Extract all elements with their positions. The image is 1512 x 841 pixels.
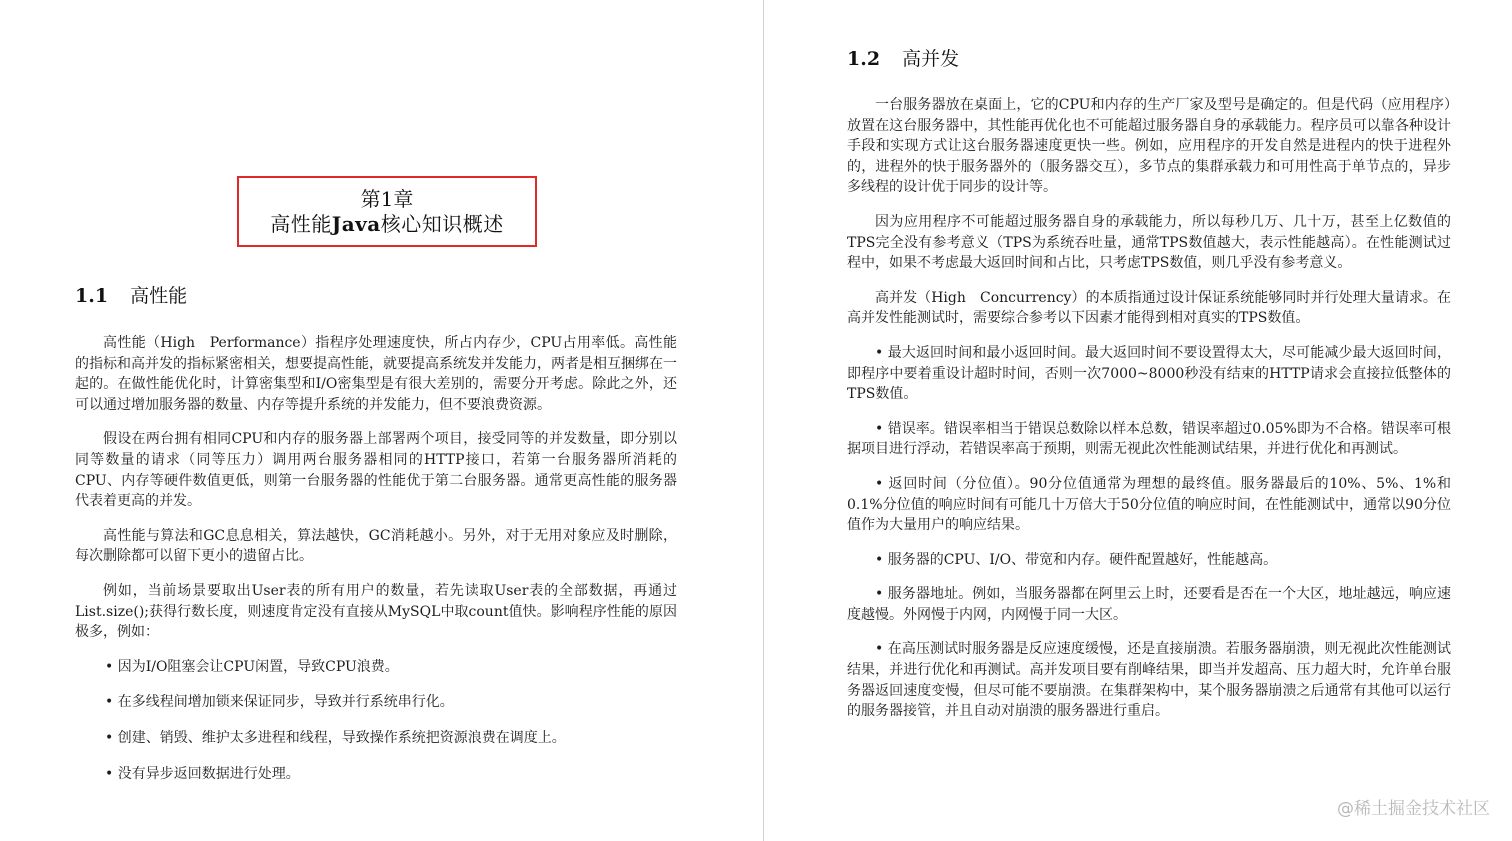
right-page <box>765 0 1512 841</box>
chapter-number: 第1章 <box>360 187 414 211</box>
bullet-item: • 没有异步返回数据进行处理。 <box>105 765 300 782</box>
paragraph: 高性能（High Performance）指程序处理速度快，所占内存少，CPU占用率低。高性能的指标和高并发的指标紧密相关，想要提高性能，就要提高系统发并发能力，两者是相互捆绑在一起的。在做性能优化时，计算密集型和I/O密集型是有很大差别的，需要分开考虑。除此之外，还可以通过增加服务器的数量、内存等提升系统的并发能力，但不要浪费资源。 <box>75 335 677 413</box>
page-gutter-divider <box>763 0 764 841</box>
chapter-title-box <box>237 176 537 247</box>
bullet-item: • 因为I/O阻塞会让CPU闲置，导致CPU浪费。 <box>105 658 399 675</box>
section-heading-1-2 <box>847 47 959 71</box>
paragraph: 因为应用程序不可能超过服务器自身的承载能力，所以每秒几万、几十万，甚至上亿数值的TPS完全没有参考意义（TPS为系统吞吐量，通常TPS数值越大，表示性能越高）。在性能测试过程中，如果不考虑最大返回时间和占比，只考虑TPS数值，则几乎没有参考意义。 <box>847 213 1451 272</box>
section-number: 1.1 <box>75 285 109 307</box>
section-heading-1-1 <box>75 284 187 308</box>
left-body-text <box>75 333 677 799</box>
bullet-item: • 返回时间（分位值）。90分位值通常为理想的最终值。服务器最后的10%、5%、1%和0.1%分位值的响应时间有可能几十万倍大于50分位值的响应时间，在性能测试中，通常以90分位值作为大量用户的响应结果。 <box>847 475 1451 534</box>
paragraph: 假设在两台拥有相同CPU和内存的服务器上部署两个项目，接受同等的并发数量，即分别以同等数量的请求（同等压力）调用两台服务器相同的HTTP接口，若第一台服务器所消耗的CPU、内存等硬件数值更低，则第一台服务器的性能优于第二台服务器。通常更高性能的服务器代表着更高的并发。 <box>75 431 677 510</box>
paragraph: 例如，当前场景要取出User表的所有用户的数量，若先读取User表的全部数据，再通过List.size();获得行数长度，则速度肯定没有直接从MySQL中取count值快。影响程序性能的原因极多，例如： <box>75 582 677 641</box>
bullet-item: • 创建、销毁、维护太多进程和线程，导致操作系统把资源浪费在调度上。 <box>105 729 566 746</box>
paragraph: 一台服务器放在桌面上，它的CPU和内存的生产厂家及型号是确定的。但是代码（应用程序）放置在这台服务器中，其性能再优化也不可能超过服务器自身的承载能力。程序员可以靠各种设计手段和实现方式让这台服务器速度更快一些。例如，应用程序的开发自然是进程内的快于进程外的，进程外的快于服务器外的（服务器交互），多节点的集群承载力和可用性高于单节点的，异步多线程的设计优于同步的设计等。 <box>847 97 1451 196</box>
chapter-title-bold: Java <box>331 212 381 236</box>
bullet-item: • 服务器地址。例如，当服务器都在阿里云上时，还要看是否在一个大区，地址越远，响应速度越慢。外网慢于内网，内网慢于同一大区。 <box>847 586 1451 623</box>
paragraph: 高并发（High Concurrency）的本质指通过设计保证系统能够同时并行处理大量请求。在高并发性能测试时，需要综合参考以下因素才能得到相对真实的TPS数值。 <box>847 289 1451 327</box>
chapter-title <box>239 211 535 237</box>
bullet-item: • 最大返回时间和最小返回时间。最大返回时间不要设置得太大，尽可能减少最大返回时间，即程序中要着重设计超时时间，否则一次7000~8000秒没有结束的HTTP请求会直接拉低整体的TPS数值。 <box>847 344 1451 403</box>
watermark: @稀土掘金技术社区 <box>1337 799 1490 819</box>
chapter-title-prefix: 高性能 <box>270 212 332 236</box>
paragraph: 高性能与算法和GC息息相关，算法越快，GC消耗越小。另外，对于无用对象应及时删除，每次删除都可以留下更小的遗留占比。 <box>75 527 677 565</box>
right-body-text <box>847 95 1451 736</box>
bullet-item: • 服务器的CPU、I/O、带宽和内存。硬件配置越好，性能越高。 <box>875 551 1278 568</box>
section-title: 高并发 <box>902 48 960 70</box>
bullet-item: • 错误率。错误率相当于错误总数除以样本总数，错误率超过0.05%即为不合格。错误率可根据项目进行浮动，若错误率高于预期，则需无视此次性能测试结果，并进行优化和再测试。 <box>847 420 1451 458</box>
chapter-title-suffix: 核心知识概述 <box>380 212 504 236</box>
section-number: 1.2 <box>847 48 881 70</box>
bullet-item: • 在多线程间增加锁来保证同步，导致并行系统串行化。 <box>105 694 454 711</box>
section-title: 高性能 <box>130 285 188 307</box>
bullet-item: • 在高压测试时服务器是反应速度缓慢，还是直接崩溃。若服务器崩溃，则无视此次性能测试结果，并进行优化和再测试。高并发项目要有削峰结果，即当并发超高、压力超大时，允许单台服务器返回速度变慢，但尽可能不要崩溃。在集群架构中，某个服务器崩溃之后通常有其他可以运行的服务器接管，并且自动对崩溃的服务器进行重启。 <box>847 641 1451 720</box>
